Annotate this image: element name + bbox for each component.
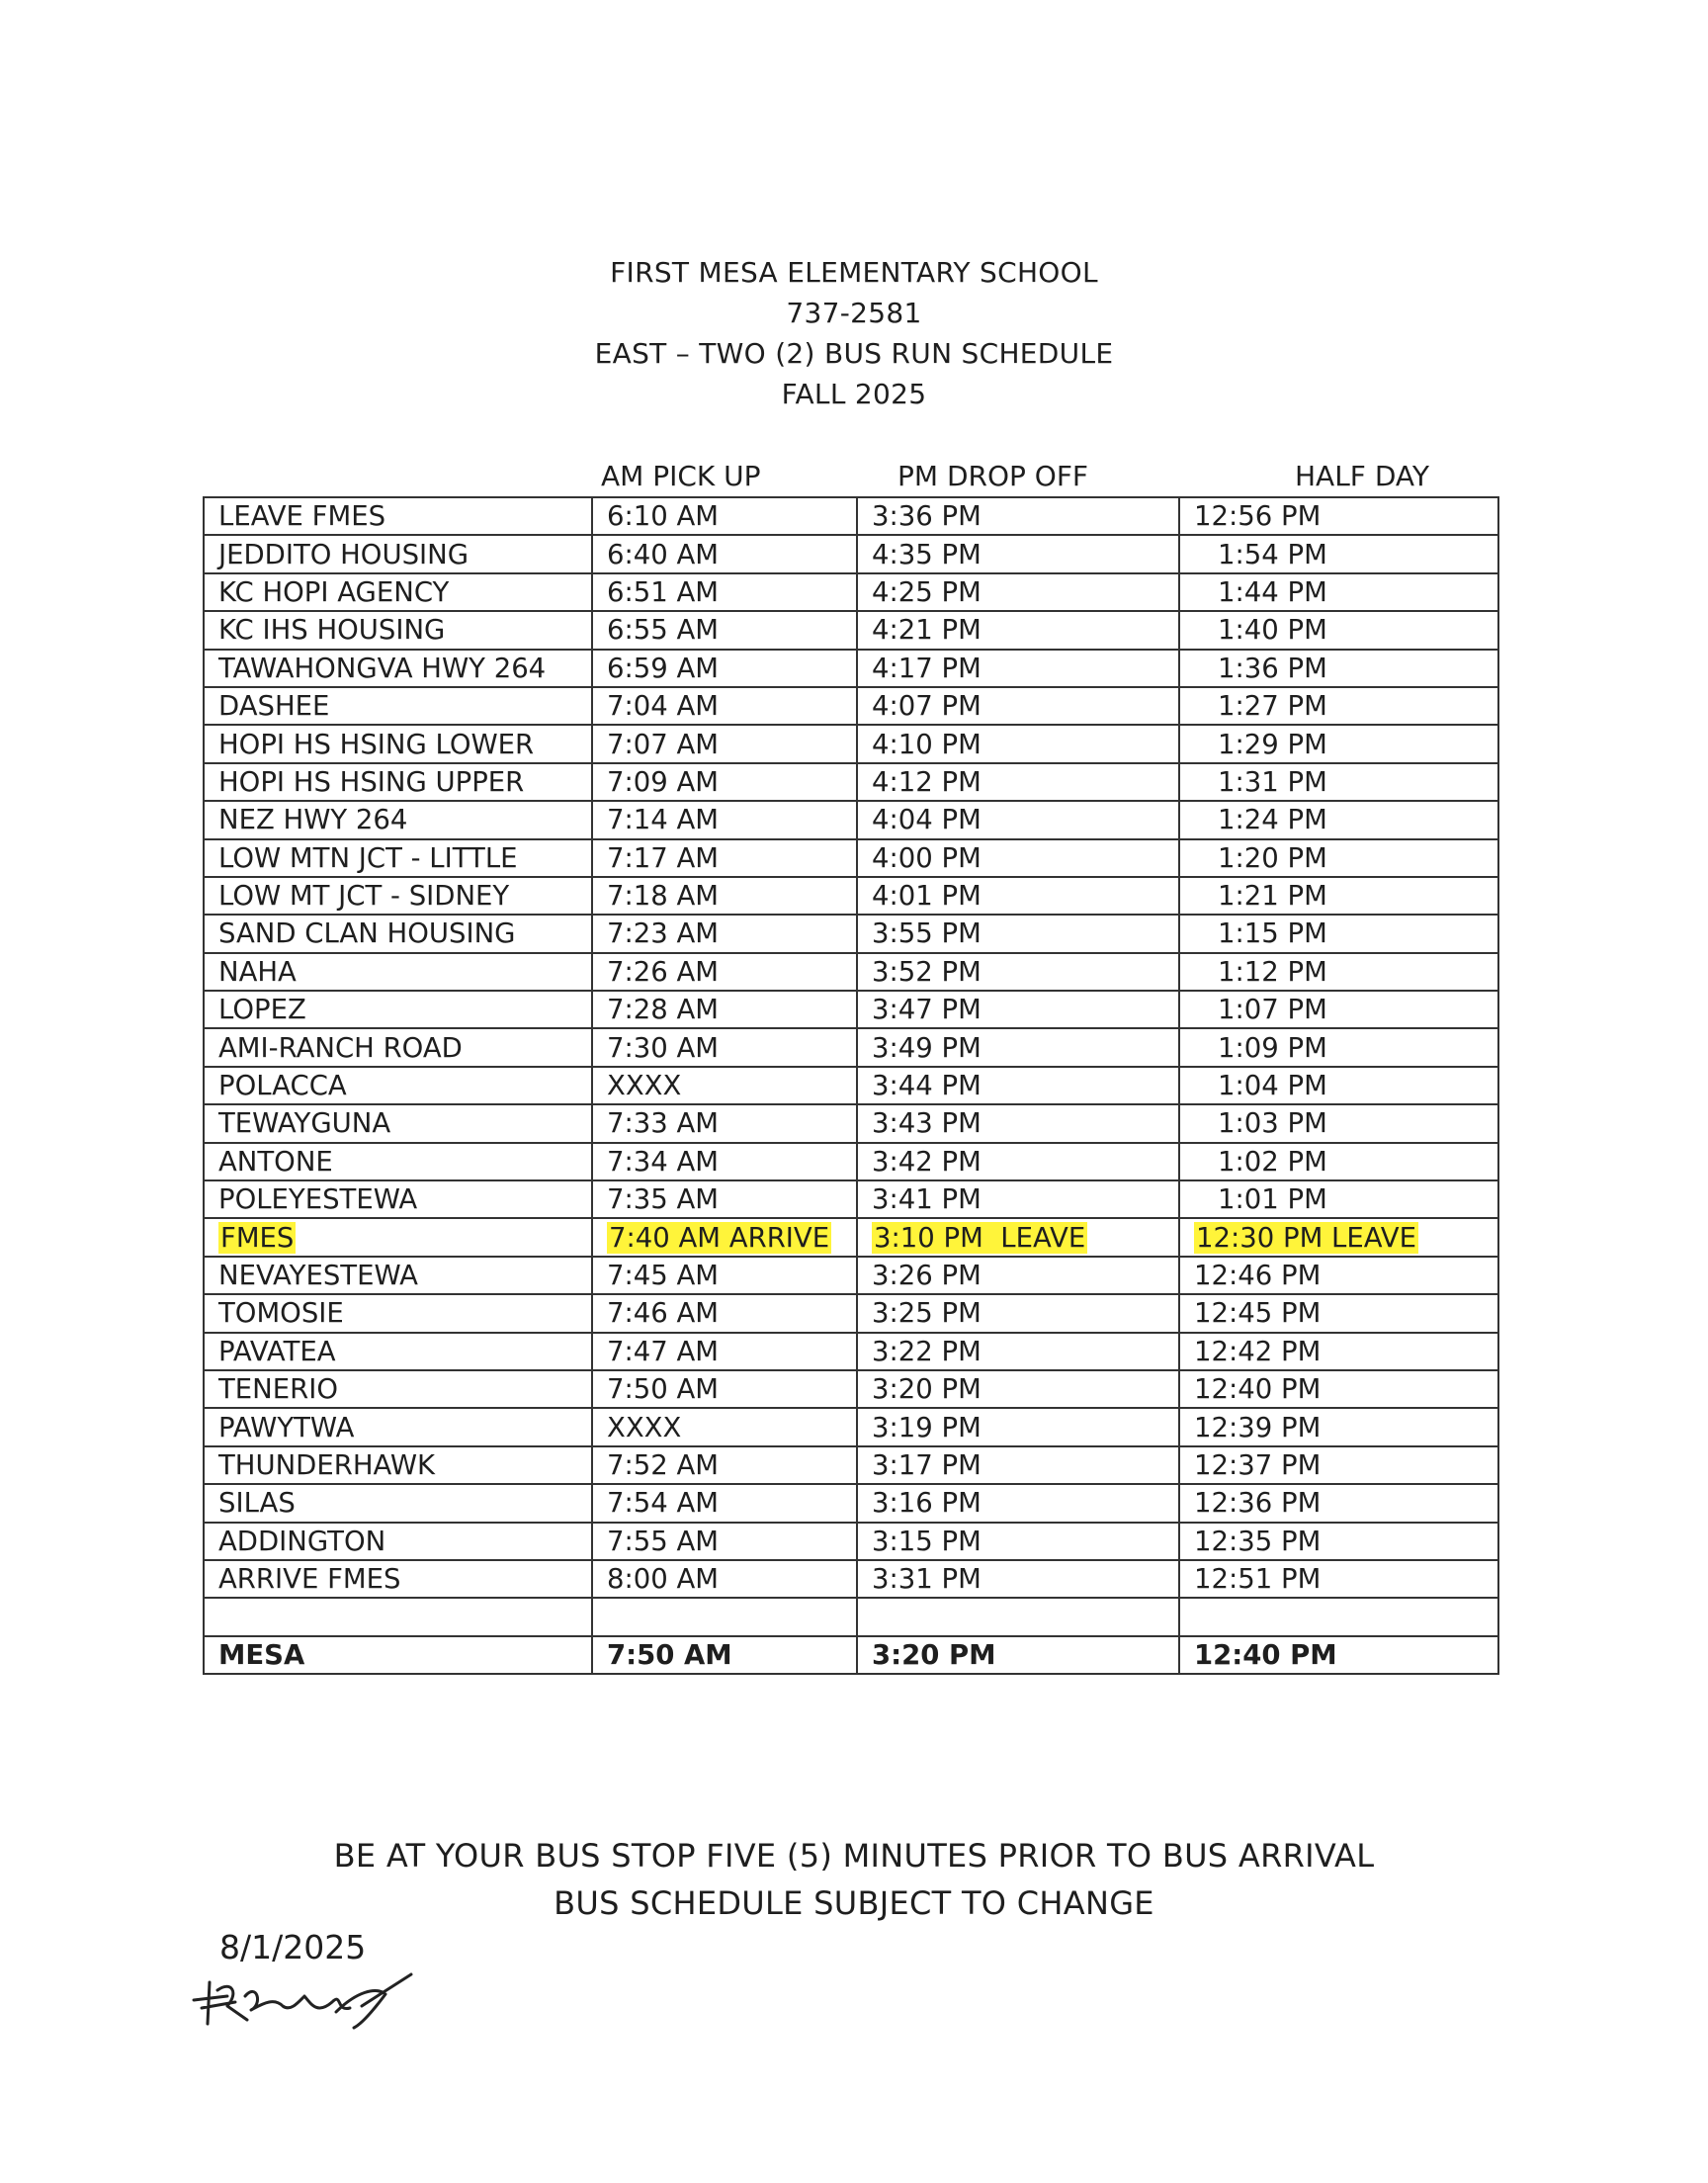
am-pickup-cell-text: 7:17 AM xyxy=(607,841,720,874)
half-day-cell xyxy=(1179,535,1498,572)
half-day-cell xyxy=(1179,1143,1498,1180)
half-day-cell-text: 12:40 PM xyxy=(1194,1638,1337,1671)
am-pickup-cell-text: 7:09 AM xyxy=(607,765,720,798)
am-pickup-cell xyxy=(592,535,857,572)
pm-dropoff-cell xyxy=(857,763,1179,801)
table-row xyxy=(204,1294,1498,1332)
table-row xyxy=(204,1104,1498,1142)
half-day-cell-text: 1:04 PM xyxy=(1218,1070,1327,1102)
pm-dropoff-cell xyxy=(857,1598,1179,1635)
half-day-cell xyxy=(1179,1218,1498,1256)
half-day-cell xyxy=(1179,497,1498,535)
half-day-cell xyxy=(1179,1408,1498,1445)
am-pickup-cell-text: 7:55 AM xyxy=(607,1525,720,1557)
half-day-cell xyxy=(1179,1484,1498,1522)
pm-dropoff-cell-text: 3:25 PM xyxy=(872,1297,982,1330)
am-pickup-cell-text: 7:54 AM xyxy=(607,1487,720,1520)
pm-dropoff-cell-text: 3:20 PM xyxy=(872,1638,996,1671)
half-day-cell-text: 1:21 PM xyxy=(1218,880,1327,913)
table-row xyxy=(204,801,1498,838)
am-pickup-cell xyxy=(592,1408,857,1445)
am-pickup-cell-text: 6:59 AM xyxy=(607,652,720,684)
am-pickup-cell-text: 7:30 AM xyxy=(607,1031,720,1064)
am-pickup-cell xyxy=(592,1598,857,1635)
pm-dropoff-cell xyxy=(857,801,1179,838)
stop-cell-text: KC IHS HOUSING xyxy=(218,614,446,647)
half-day-cell xyxy=(1179,725,1498,762)
am-pickup-cell xyxy=(592,725,857,762)
stop-cell-text: TEWAYGUNA xyxy=(218,1107,391,1140)
table-row xyxy=(204,1218,1498,1256)
stop-cell xyxy=(204,839,592,877)
pm-dropoff-cell-text: 4:12 PM xyxy=(872,765,982,798)
stop-cell xyxy=(204,1446,592,1484)
column-header-half-day: HALF DAY xyxy=(1295,460,1429,492)
pm-dropoff-cell xyxy=(857,1446,1179,1484)
pm-dropoff-cell xyxy=(857,725,1179,762)
stop-cell xyxy=(204,535,592,572)
pm-dropoff-cell-text: 3:17 PM xyxy=(872,1448,982,1481)
half-day-cell-text: 12:36 PM xyxy=(1194,1487,1322,1520)
table-row xyxy=(204,1143,1498,1180)
half-day-cell-text: 12:40 PM xyxy=(1194,1373,1322,1406)
stop-cell-text: LOPEZ xyxy=(218,994,306,1026)
pm-dropoff-cell xyxy=(857,877,1179,915)
am-pickup-cell xyxy=(592,763,857,801)
am-pickup-cell-text: 7:33 AM xyxy=(607,1107,720,1140)
am-pickup-cell-text: 7:52 AM xyxy=(607,1448,720,1481)
stop-cell xyxy=(204,1408,592,1445)
stop-cell-text: ARRIVE FMES xyxy=(218,1563,401,1596)
stop-cell xyxy=(204,877,592,915)
table-row xyxy=(204,839,1498,877)
half-day-cell-text: 1:09 PM xyxy=(1218,1031,1327,1064)
table-row xyxy=(204,1408,1498,1445)
column-header-pm-dropoff: PM DROP OFF xyxy=(897,460,1089,492)
am-pickup-cell-text: 7:40 AM ARRIVE xyxy=(609,1221,830,1254)
table-row xyxy=(204,535,1498,572)
pm-dropoff-cell xyxy=(857,1218,1179,1256)
pm-dropoff-cell-text: 4:35 PM xyxy=(872,538,982,570)
am-pickup-cell xyxy=(592,1523,857,1560)
school-phone: 737-2581 xyxy=(786,297,922,329)
half-day-cell xyxy=(1179,915,1498,952)
pm-dropoff-cell xyxy=(857,497,1179,535)
pm-dropoff-cell xyxy=(857,687,1179,725)
am-pickup-cell-text: 7:47 AM xyxy=(607,1335,720,1367)
table-row xyxy=(204,687,1498,725)
pm-dropoff-cell xyxy=(857,1408,1179,1445)
half-day-cell xyxy=(1179,1257,1498,1294)
pm-dropoff-cell xyxy=(857,1294,1179,1332)
am-pickup-cell-text: 7:34 AM xyxy=(607,1145,720,1178)
stop-cell-text: LOW MT JCT - SIDNEY xyxy=(218,880,510,913)
am-pickup-cell-text: 7:45 AM xyxy=(607,1260,720,1291)
half-day-cell-text: 12:42 PM xyxy=(1194,1335,1322,1367)
stop-cell xyxy=(204,1257,592,1294)
half-day-cell-text: 1:15 PM xyxy=(1218,917,1327,950)
am-pickup-cell xyxy=(592,1370,857,1408)
stop-cell xyxy=(204,650,592,687)
half-day-cell xyxy=(1179,573,1498,611)
half-day-cell xyxy=(1179,763,1498,801)
table-row xyxy=(204,1257,1498,1294)
pm-dropoff-cell xyxy=(857,1370,1179,1408)
am-pickup-cell xyxy=(592,687,857,725)
half-day-cell xyxy=(1179,1598,1498,1635)
table-row xyxy=(204,1560,1498,1598)
am-pickup-cell xyxy=(592,839,857,877)
pm-dropoff-cell-text: 4:01 PM xyxy=(872,880,982,913)
am-pickup-cell xyxy=(592,915,857,952)
pm-dropoff-cell-text: 3:47 PM xyxy=(872,994,982,1026)
am-pickup-cell xyxy=(592,877,857,915)
pm-dropoff-cell-text: 4:21 PM xyxy=(872,614,982,647)
stop-cell xyxy=(204,953,592,991)
am-pickup-cell xyxy=(592,801,857,838)
half-day-cell-text: 1:29 PM xyxy=(1218,728,1327,760)
pm-dropoff-cell xyxy=(857,1028,1179,1066)
half-day-cell-text: 1:12 PM xyxy=(1218,955,1327,988)
half-day-cell-text: 12:39 PM xyxy=(1194,1411,1322,1443)
half-day-cell xyxy=(1179,1446,1498,1484)
half-day-cell xyxy=(1179,1333,1498,1370)
pm-dropoff-cell xyxy=(857,1257,1179,1294)
am-pickup-cell xyxy=(592,1028,857,1066)
pm-dropoff-cell-text: 4:00 PM xyxy=(872,841,982,874)
am-pickup-cell xyxy=(592,1218,857,1256)
stop-cell xyxy=(204,497,592,535)
stop-cell xyxy=(204,991,592,1028)
am-pickup-cell-text: 6:51 AM xyxy=(607,575,720,608)
am-pickup-cell-text: 6:40 AM xyxy=(607,538,720,570)
pm-dropoff-cell-text: 3:15 PM xyxy=(872,1525,982,1557)
pm-dropoff-cell-text: 4:07 PM xyxy=(872,690,982,723)
pm-dropoff-cell-text: 4:10 PM xyxy=(872,728,982,760)
pm-dropoff-cell xyxy=(857,1067,1179,1104)
stop-cell-text: TAWAHONGVA HWY 264 xyxy=(218,652,547,684)
half-day-cell-text: 1:40 PM xyxy=(1218,614,1327,647)
table-row xyxy=(204,611,1498,649)
stop-cell-text: TOMOSIE xyxy=(218,1297,344,1330)
stop-cell-text: ANTONE xyxy=(218,1145,333,1178)
am-pickup-cell-text: 7:18 AM xyxy=(607,880,720,913)
pm-dropoff-cell xyxy=(857,611,1179,649)
half-day-cell xyxy=(1179,1523,1498,1560)
table-row xyxy=(204,1028,1498,1066)
document-header xyxy=(0,252,1708,414)
pm-dropoff-cell xyxy=(857,1636,1179,1674)
stop-cell xyxy=(204,725,592,762)
stop-cell xyxy=(204,1104,592,1142)
stop-cell xyxy=(204,687,592,725)
table-row xyxy=(204,763,1498,801)
pm-dropoff-cell xyxy=(857,1333,1179,1370)
stop-cell-text: POLACCA xyxy=(218,1070,347,1102)
stop-cell-text: ADDINGTON xyxy=(218,1525,386,1557)
half-day-cell-text: 1:54 PM xyxy=(1218,538,1327,570)
pm-dropoff-cell-text: 3:43 PM xyxy=(872,1107,982,1140)
am-pickup-cell-text: 7:46 AM xyxy=(607,1297,720,1330)
am-pickup-cell-text: 7:26 AM xyxy=(607,955,720,988)
half-day-cell-text: 12:30 PM LEAVE xyxy=(1196,1221,1416,1254)
am-pickup-cell xyxy=(592,1636,857,1674)
half-day-cell-text: 1:20 PM xyxy=(1218,841,1327,874)
half-day-cell-text: 1:01 PM xyxy=(1218,1183,1327,1216)
stop-cell-text: NAHA xyxy=(218,955,297,988)
pm-dropoff-cell-text: 3:41 PM xyxy=(872,1183,982,1216)
am-pickup-cell-text: 6:55 AM xyxy=(607,614,720,647)
am-pickup-cell xyxy=(592,953,857,991)
stop-cell xyxy=(204,1333,592,1370)
pm-dropoff-cell-text: 3:44 PM xyxy=(872,1070,982,1102)
am-pickup-cell xyxy=(592,1257,857,1294)
half-day-cell xyxy=(1179,839,1498,877)
pm-dropoff-cell-text: 3:36 PM xyxy=(872,500,982,533)
stop-cell-text: DASHEE xyxy=(218,690,330,723)
am-pickup-cell-text: 7:50 AM xyxy=(607,1638,732,1671)
half-day-cell xyxy=(1179,650,1498,687)
schedule-notice xyxy=(0,1832,1708,1927)
half-day-cell xyxy=(1179,1028,1498,1066)
am-pickup-cell xyxy=(592,991,857,1028)
schedule-term: FALL 2025 xyxy=(781,378,927,410)
am-pickup-cell-text: 7:23 AM xyxy=(607,917,720,950)
pm-dropoff-cell-text: 4:17 PM xyxy=(872,652,982,684)
half-day-cell xyxy=(1179,1370,1498,1408)
table-row xyxy=(204,1523,1498,1560)
am-pickup-cell-text: 7:04 AM xyxy=(607,690,720,723)
am-pickup-cell xyxy=(592,1560,857,1598)
stop-cell xyxy=(204,1218,592,1256)
table-row xyxy=(204,877,1498,915)
am-pickup-cell xyxy=(592,1180,857,1218)
table-row xyxy=(204,1598,1498,1635)
am-pickup-cell xyxy=(592,1333,857,1370)
half-day-cell-text: 1:03 PM xyxy=(1218,1107,1327,1140)
pm-dropoff-cell-text: 3:42 PM xyxy=(872,1145,982,1178)
am-pickup-cell xyxy=(592,497,857,535)
table-row xyxy=(204,1484,1498,1522)
stop-cell-text: SILAS xyxy=(218,1487,296,1520)
stop-cell-text: LEAVE FMES xyxy=(218,500,386,533)
stop-cell-text: MESA xyxy=(218,1638,305,1671)
table-row xyxy=(204,725,1498,762)
half-day-cell-text: 1:07 PM xyxy=(1218,994,1327,1026)
table-row xyxy=(204,497,1498,535)
half-day-cell xyxy=(1179,1560,1498,1598)
half-day-cell xyxy=(1179,991,1498,1028)
pm-dropoff-cell-text: 3:55 PM xyxy=(872,917,982,950)
stop-cell xyxy=(204,573,592,611)
table-row xyxy=(204,1446,1498,1484)
pm-dropoff-cell-text: 3:10 PM LEAVE xyxy=(874,1221,1086,1254)
pm-dropoff-cell-text: 3:52 PM xyxy=(872,955,982,988)
pm-dropoff-cell xyxy=(857,1523,1179,1560)
am-pickup-cell xyxy=(592,611,857,649)
half-day-cell xyxy=(1179,1294,1498,1332)
half-day-cell-text: 1:31 PM xyxy=(1218,765,1327,798)
stop-cell-text: FMES xyxy=(220,1221,295,1254)
half-day-cell-text: 1:44 PM xyxy=(1218,575,1327,608)
stop-cell xyxy=(204,1370,592,1408)
am-pickup-cell-text: 6:10 AM xyxy=(607,500,720,533)
half-day-cell xyxy=(1179,953,1498,991)
half-day-cell-text: 1:24 PM xyxy=(1218,804,1327,836)
table-row xyxy=(204,991,1498,1028)
stop-cell-text: THUNDERHAWK xyxy=(218,1448,436,1481)
half-day-cell-text: 12:56 PM xyxy=(1194,500,1322,533)
handwritten-signature xyxy=(188,1963,415,2032)
stop-cell xyxy=(204,1180,592,1218)
pm-dropoff-cell xyxy=(857,1560,1179,1598)
table-row xyxy=(204,650,1498,687)
am-pickup-cell xyxy=(592,1446,857,1484)
stop-cell-text: AMI-RANCH ROAD xyxy=(218,1031,463,1064)
half-day-cell xyxy=(1179,1067,1498,1104)
table-row xyxy=(204,1180,1498,1218)
stop-cell-text: HOPI HS HSING UPPER xyxy=(218,765,525,798)
pm-dropoff-cell-text: 4:04 PM xyxy=(872,804,982,836)
pm-dropoff-cell xyxy=(857,953,1179,991)
pm-dropoff-cell-text: 3:49 PM xyxy=(872,1031,982,1064)
half-day-cell-text: 12:37 PM xyxy=(1194,1448,1322,1481)
bus-schedule-body xyxy=(204,497,1498,1674)
stop-cell xyxy=(204,1636,592,1674)
pm-dropoff-cell xyxy=(857,1484,1179,1522)
schedule-title: EAST – TWO (2) BUS RUN SCHEDULE xyxy=(594,337,1114,370)
stop-cell-text: TENERIO xyxy=(218,1373,338,1406)
am-pickup-cell-text: 7:50 AM xyxy=(607,1373,720,1406)
stop-cell-text: SAND CLAN HOUSING xyxy=(218,917,516,950)
pm-dropoff-cell-text: 3:31 PM xyxy=(872,1563,982,1596)
pm-dropoff-cell-text: 4:25 PM xyxy=(872,575,982,608)
am-pickup-cell-text: 7:07 AM xyxy=(607,728,720,760)
stop-cell xyxy=(204,763,592,801)
table-row xyxy=(204,1370,1498,1408)
am-pickup-cell-text: 7:28 AM xyxy=(607,994,720,1026)
am-pickup-cell xyxy=(592,1294,857,1332)
stop-cell-text: POLEYESTEWA xyxy=(218,1183,418,1216)
table-row xyxy=(204,953,1498,991)
half-day-cell-text: 12:51 PM xyxy=(1194,1563,1322,1596)
half-day-cell-text: 1:02 PM xyxy=(1218,1145,1327,1178)
am-pickup-cell xyxy=(592,573,857,611)
half-day-cell xyxy=(1179,687,1498,725)
am-pickup-cell xyxy=(592,650,857,687)
pm-dropoff-cell-text: 3:20 PM xyxy=(872,1373,982,1406)
stop-cell xyxy=(204,1484,592,1522)
half-day-cell-text: 1:36 PM xyxy=(1218,652,1327,684)
stop-cell-text: NEZ HWY 264 xyxy=(218,804,408,836)
stop-cell-text: PAWYTWA xyxy=(218,1411,355,1443)
am-pickup-cell-text: XXXX xyxy=(607,1070,682,1102)
pm-dropoff-cell xyxy=(857,915,1179,952)
table-row xyxy=(204,1067,1498,1104)
table-row xyxy=(204,1636,1498,1674)
stop-cell xyxy=(204,1523,592,1560)
stop-cell xyxy=(204,1560,592,1598)
pm-dropoff-cell xyxy=(857,991,1179,1028)
stop-cell xyxy=(204,611,592,649)
stop-cell-text: HOPI HS HSING LOWER xyxy=(218,728,535,760)
pm-dropoff-cell xyxy=(857,1180,1179,1218)
pm-dropoff-cell xyxy=(857,573,1179,611)
am-pickup-cell-text: XXXX xyxy=(607,1411,682,1443)
stop-cell xyxy=(204,801,592,838)
stop-cell xyxy=(204,1067,592,1104)
school-name: FIRST MESA ELEMENTARY SCHOOL xyxy=(610,256,1098,289)
signed-date: 8/1/2025 xyxy=(219,1928,367,1966)
half-day-cell-text: 1:27 PM xyxy=(1218,690,1327,723)
stop-cell xyxy=(204,1143,592,1180)
am-pickup-cell xyxy=(592,1143,857,1180)
am-pickup-cell-text: 8:00 AM xyxy=(607,1563,720,1596)
pm-dropoff-cell xyxy=(857,1143,1179,1180)
bus-schedule-table xyxy=(203,496,1499,1675)
pm-dropoff-cell-text: 3:26 PM xyxy=(872,1260,982,1291)
table-row xyxy=(204,573,1498,611)
pm-dropoff-cell-text: 3:22 PM xyxy=(872,1335,982,1367)
half-day-cell-text: 12:45 PM xyxy=(1194,1297,1322,1330)
pm-dropoff-cell xyxy=(857,650,1179,687)
table-row xyxy=(204,1333,1498,1370)
am-pickup-cell-text: 7:14 AM xyxy=(607,804,720,836)
stop-cell-text: LOW MTN JCT - LITTLE xyxy=(218,841,518,874)
stop-cell xyxy=(204,915,592,952)
pm-dropoff-cell xyxy=(857,535,1179,572)
am-pickup-cell xyxy=(592,1484,857,1522)
half-day-cell xyxy=(1179,801,1498,838)
half-day-cell xyxy=(1179,611,1498,649)
pm-dropoff-cell-text: 3:19 PM xyxy=(872,1411,982,1443)
notice-subject-to-change: BUS SCHEDULE SUBJECT TO CHANGE xyxy=(554,1884,1154,1922)
stop-cell xyxy=(204,1598,592,1635)
stop-cell xyxy=(204,1028,592,1066)
pm-dropoff-cell xyxy=(857,839,1179,877)
stop-cell-text: PAVATEA xyxy=(218,1335,336,1367)
stop-cell xyxy=(204,1294,592,1332)
pm-dropoff-cell xyxy=(857,1104,1179,1142)
am-pickup-cell-text: 7:35 AM xyxy=(607,1183,720,1216)
am-pickup-cell xyxy=(592,1067,857,1104)
table-row xyxy=(204,915,1498,952)
stop-cell-text: NEVAYESTEWA xyxy=(218,1260,418,1291)
half-day-cell xyxy=(1179,1104,1498,1142)
pm-dropoff-cell-text: 3:16 PM xyxy=(872,1487,982,1520)
column-header-am-pickup: AM PICK UP xyxy=(601,460,761,492)
stop-cell-text: JEDDITO HOUSING xyxy=(218,538,470,570)
half-day-cell-text: 12:46 PM xyxy=(1194,1260,1322,1291)
stop-cell-text: KC HOPI AGENCY xyxy=(218,575,450,608)
notice-arrival: BE AT YOUR BUS STOP FIVE (5) MINUTES PRIOR TO BUS ARRIVAL xyxy=(333,1837,1375,1875)
half-day-cell xyxy=(1179,877,1498,915)
half-day-cell xyxy=(1179,1636,1498,1674)
half-day-cell xyxy=(1179,1180,1498,1218)
half-day-cell-text: 12:35 PM xyxy=(1194,1525,1322,1557)
am-pickup-cell xyxy=(592,1104,857,1142)
